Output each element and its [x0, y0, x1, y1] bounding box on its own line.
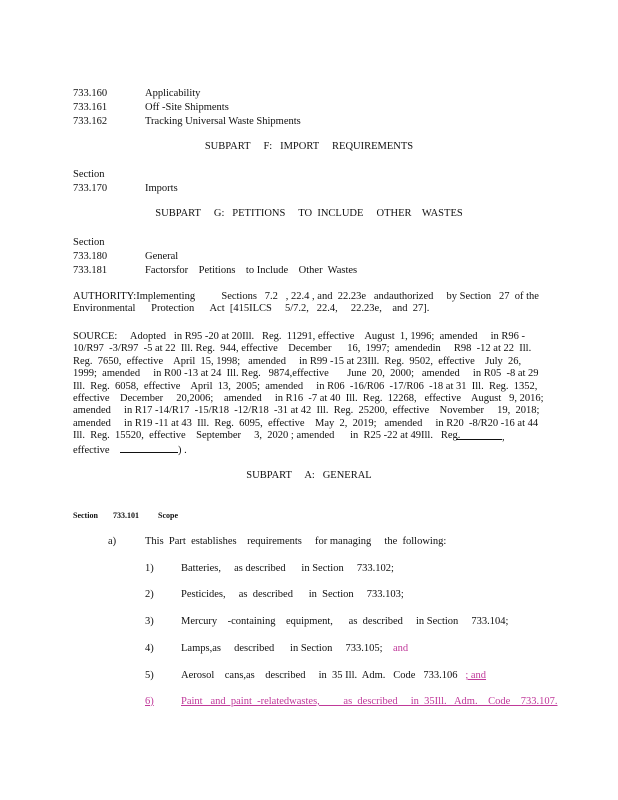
list-text: Pesticides, as described in Section 733.103;: [181, 589, 404, 600]
list-text: [181, 643, 408, 654]
section-word: Section: [73, 511, 98, 520]
inserted-text: ; and: [465, 670, 487, 681]
source-line: Reg. 7650, effective April 15, 1998; amended in R99 -15 at 23Ill. Reg. 9502, effective July 26,: [73, 356, 522, 367]
inserted-text: and: [393, 643, 409, 654]
list-text-body: Lamps,as described in Section 733.105;: [181, 643, 383, 654]
list-text-inserted: Paint and paint -relatedwastes, as described in 35Ill. Adm. Code 733.107.: [181, 696, 558, 707]
source-effective: effective: [73, 445, 110, 456]
list-number: 1): [145, 563, 154, 574]
blank-line: [120, 443, 178, 453]
source-line: Ill. Reg. 6058, effective April 13, 2005; amended in R06 -16/R06 -17/R06 -18 at 31 Ill. Reg. 1352,: [73, 381, 538, 392]
toc-title: Tracking Universal Waste Shipments: [145, 116, 301, 127]
source-line-end: [73, 443, 187, 456]
list-text: [181, 670, 486, 681]
subpart-f-heading: SUBPART F: IMPORT REQUIREMENTS: [204, 141, 414, 152]
list-number: 3): [145, 616, 154, 627]
toc-title: Imports: [145, 183, 178, 194]
source-line: 10/R97 -3/R97 -5 at 22 Ill. Reg. 944, effective December 16, 1997; amendedin R98 -12 at 22 Ill.: [73, 343, 532, 354]
source-line: amended in R17 -14/R17 -15/R18 -12/R18 -31 at 42 Ill. Reg. 25200, effective November 19, 2018;: [73, 405, 540, 416]
section-label: Section: [73, 237, 105, 248]
source-line: Ill. Reg. 15520, effective September 3, 2020 ; amended in R25 -22 at 49Ill. Reg.: [73, 430, 461, 441]
subpart-g-heading: SUBPART G: PETITIONS TO INCLUDE OTHER WASTES: [155, 208, 463, 219]
section-title: Scope: [158, 511, 178, 520]
list-number: 5): [145, 670, 154, 681]
item-text: This Part establishes requirements for managing the following:: [145, 536, 447, 547]
toc-title: Applicability: [145, 88, 201, 99]
source-close: ) .: [178, 445, 187, 456]
source-line: amended in R19 -11 at 43 Ill. Reg. 6095, effective May 2, 2019; amended in R20 -8/R20 -16 at 44: [73, 418, 539, 429]
source-line: SOURCE: Adopted in R95 -20 at 20Ill. Reg. 11291, effective August 1, 1996; amended in R96 -: [73, 331, 526, 342]
list-number-inserted: 6): [145, 696, 154, 707]
section-label: Section: [73, 169, 105, 180]
blank-line: ,: [456, 430, 505, 443]
authority-line: Environmental Protection Act [415ILCS 5/7.2, 22.4, 22.23e, and 27].: [73, 303, 430, 314]
authority-line: AUTHORITY:Implementing Sections 7.2 , 22.4 , and 22.23e andauthorized by Section 27 of the: [73, 291, 539, 302]
subpart-a-heading: SUBPART A: GENERAL: [246, 470, 372, 481]
list-text: Batteries, as described in Section 733.102;: [181, 563, 394, 574]
list-text: Mercury -containing equipment, as described in Section 733.104;: [181, 616, 509, 627]
source-line: 1999; amended in R00 -13 at 24 Ill. Reg. 9874,effective June 20, 2000; amended in R05 -8 at 29: [73, 368, 539, 379]
toc-number: 733.170: [73, 183, 108, 194]
toc-number: 733.181: [73, 265, 108, 276]
toc-number: 733.161: [73, 102, 108, 113]
list-number: 4): [145, 643, 154, 654]
item-label: a): [108, 536, 117, 547]
section-number: 733.101: [113, 511, 139, 520]
toc-title: Factorsfor Petitions to Include Other Wastes: [145, 265, 358, 276]
list-number: 2): [145, 589, 154, 600]
toc-title: Off -Site Shipments: [145, 102, 229, 113]
source-line: effective December 20,2006; amended in R16 -7 at 40 Ill. Reg. 12268, effective August 9, 2016;: [73, 393, 544, 404]
toc-number: 733.162: [73, 116, 108, 127]
toc-number: 733.160: [73, 88, 108, 99]
toc-number: 733.180: [73, 251, 108, 262]
list-text-body: Aerosol cans,as described in 35 Ill. Adm. Code 733.106: [181, 670, 458, 681]
toc-title: General: [145, 251, 179, 262]
